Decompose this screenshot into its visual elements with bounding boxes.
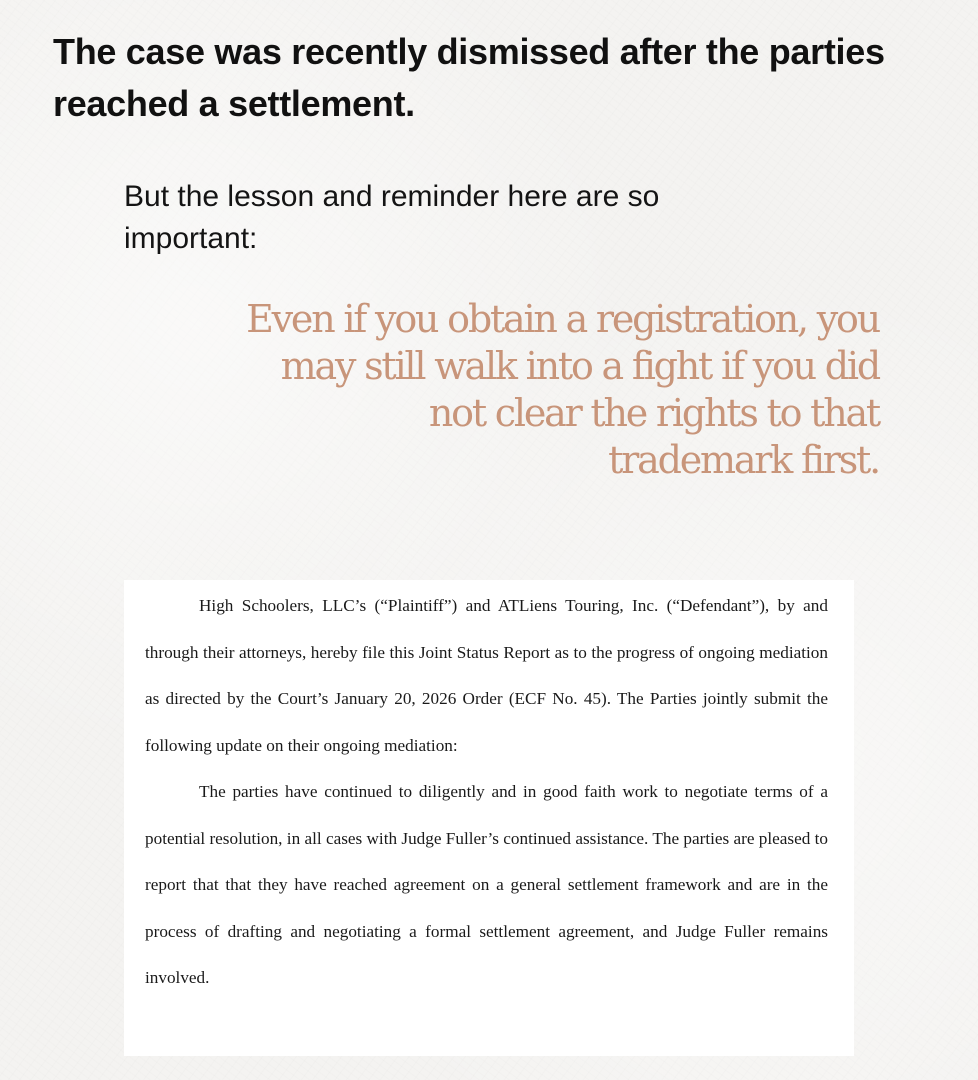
pull-quote: Even if you obtain a registration, you may still walk into a fight if you did not clear the rights to that trademark first. [246,297,879,482]
headline: The case was recently dismissed after the parties reached a settlement. [53,31,885,124]
filing-paragraph-1: High Schoolers, LLC’s (“Plaintiff”) and ATLiens Touring, Inc. (“Defendant”), by and through their attorneys, hereby file this Joint Status Report as to the progress of ongoing mediation as directed by the Court’s January 20, 2026 Order (ECF No. 45). The Parties jointly submit the following update on their ongoing mediation: [145,596,828,755]
filing-paragraph-2: The parties have continued to diligently and in good faith work to negotiate terms of a potential resolution, in all cases with Judge Fuller’s continued assistance. The parties are pleased to report that that they have reached agreement on a general settlement framework and are in the process of drafting and negotiating a formal settlement agreement, and Judge Fuller remains involved. [145,782,828,987]
subhead: But the lesson and reminder here are so important: [124,180,660,255]
court-filing-excerpt [124,580,854,1056]
